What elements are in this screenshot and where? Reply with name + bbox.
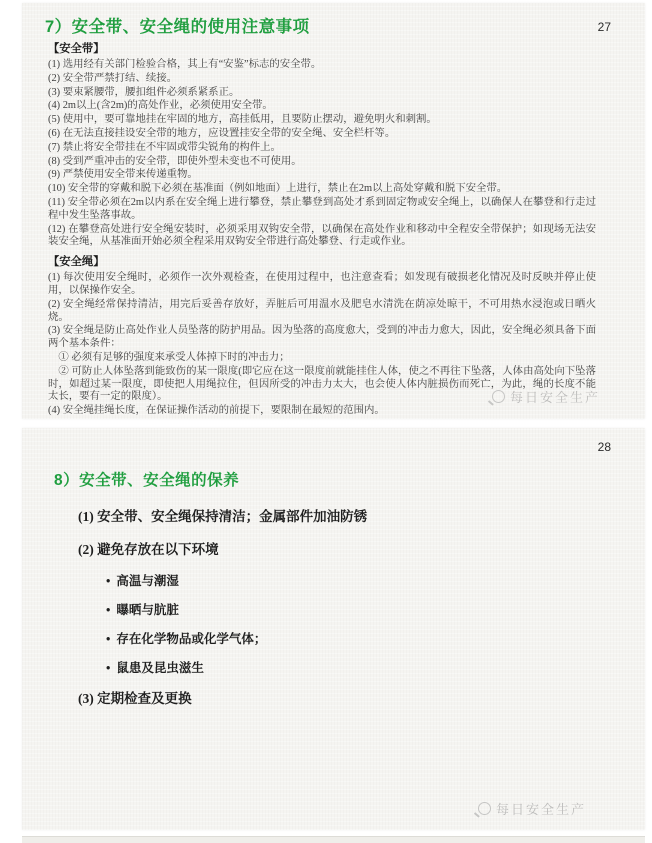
list-item: ② 可防止人体坠落到能致伤的某一限度(即它应在这一限度前就能挂住人体，使之不再往下坠落，人体由高处向下坠落时，如超过某一限度，即使把人用绳拉住，但因所受的冲击力太大，也会使人体内脏损伤而死亡，为此，绳的长度不能太长，要有一定的限度）。 [48, 365, 596, 403]
page-number: 28 [597, 440, 611, 454]
slide-27 [22, 3, 645, 419]
list-item: (4) 安全绳挂绳长度，在保证操作活动的前提下，要限制在最短的范围内。 [48, 405, 385, 417]
list-item: (8) 受到严重冲击的安全带，即使外型未变也不可使用。 [48, 155, 302, 167]
bullet-list [106, 573, 598, 676]
magnifier-icon [478, 802, 491, 815]
section-heading-safety-rope: 【安全绳】 [48, 256, 105, 269]
list-item: (11) 安全带必须在2m以内系在安全绳上进行攀登，禁止攀登到高处才系到固定物或安全绳上，以确保人在攀登和行走过程中发生坠落事故。 [48, 196, 596, 221]
bullet-item [106, 660, 598, 676]
bullet-item [106, 573, 598, 589]
bullet-item [106, 631, 598, 647]
slide27-body [48, 43, 596, 419]
section-heading-safety-belt: 【安全带】 [48, 43, 105, 55]
list-item: (10) 安全带的穿戴和脱下必须在基准面（例如地面）上进行，禁止在2m以上高处穿戴和脱下安全带。 [48, 183, 508, 195]
list-item: (3) 定期检查及更换 [78, 691, 192, 706]
watermark [478, 799, 586, 818]
list-item: (1) 安全带、安全绳保持清洁；金属部件加油防锈 [78, 509, 368, 524]
bullet-dot: • [106, 603, 111, 617]
magnifier-icon [492, 390, 505, 403]
list-item: (2) 安全带严禁打结、续接。 [48, 72, 178, 84]
list-item: (6) 在无法直接挂设安全带的地方，应设置挂安全带的安全绳、安全栏杆等。 [48, 127, 396, 139]
bullet-dot: • [106, 574, 111, 588]
list-item: (3) 要束紧腰带，腰扣组件必须系紧系正。 [48, 86, 240, 98]
list-item: (3) 安全绳是防止高处作业人员坠落的防护用品。因为坠落的高度愈大，受到的冲击力愈大，因此，安全绳必须具备下面两个基本条件： [48, 325, 596, 350]
bullet-dot: • [106, 632, 111, 646]
list-item: (1) 每次使用安全绳时，必须作一次外观检查，在使用过程中，也注意查看；如发现有破损老化情况及时反映并停止使用，以保操作安全。 [48, 272, 596, 296]
bullet-text: 曝晒与肮脏 [116, 603, 179, 617]
bullet-text: 高温与潮湿 [116, 574, 179, 588]
list-item: (2) 避免存放在以下环境 [78, 542, 219, 557]
slide28-body [78, 508, 598, 707]
watermark-text: 每日安全生产 [510, 390, 601, 405]
list-item: (2) 安全绳经常保持清洁，用完后妥善存放好，弄脏后可用温水及肥皂水清洗在荫凉处晾干，不可用热水浸泡或日晒火烧。 [48, 298, 596, 323]
list-item: (12) 在攀登高处进行安全绳安装时，必须采用双钩安全带，以确保在高处作业和移动中全程安全带保护；如现场无法安装安全绳，从基准面开始必须全程采用双钩安全带进行高处攀登、行走或作业。 [48, 223, 596, 248]
watermark [492, 387, 600, 406]
list-item: ① 必须有足够的强度来承受人体掉下时的冲击力； [48, 351, 290, 363]
list-item: (4) 2m以上(含2m)的高处作业，必须使用安全带。 [48, 100, 273, 112]
bullet-text: 存在化学物品或化学气体； [116, 632, 267, 646]
watermark-text: 每日安全生产 [496, 802, 587, 817]
bullet-item [106, 602, 598, 618]
list-item: (7) 禁止将安全带挂在不牢固或带尖锐角的构件上。 [48, 141, 281, 153]
bullet-text: 鼠患及昆虫滋生 [116, 661, 204, 675]
list-item: (5) 使用中，要可靠地挂在牢固的地方，高挂低用，且要防止摆动，避免明火和刺割。 [48, 114, 437, 126]
page-number: 27 [597, 20, 611, 34]
bullet-dot: • [106, 661, 111, 675]
list-item: (9) 严禁使用安全带来传递重物。 [48, 169, 198, 181]
slide-28 [22, 428, 645, 830]
slide-title: 7）安全带、安全绳的使用注意事项 [45, 18, 310, 36]
slide-title: 8）安全带、安全绳的保养 [54, 472, 240, 489]
list-item: (1) 选用经有关部门检验合格，其上有“安鉴”标志的安全带。 [48, 59, 322, 70]
